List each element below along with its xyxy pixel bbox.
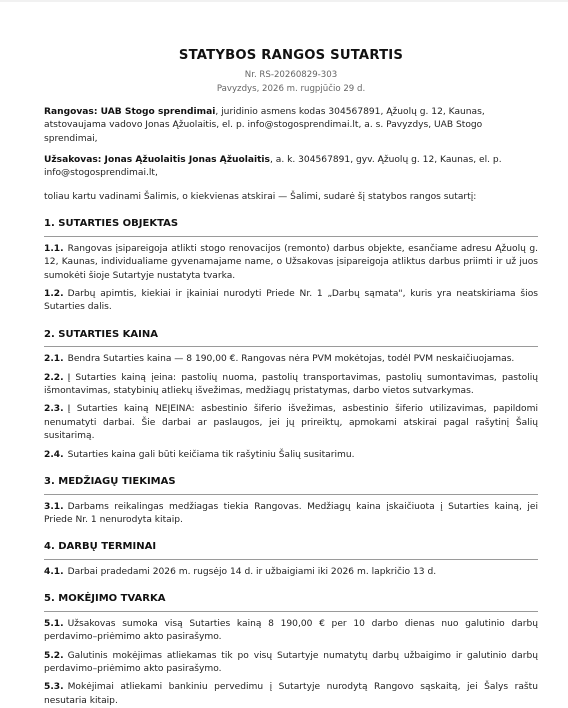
clause: [44, 501, 538, 528]
client-label: Užsakovas: Jonas Ąžuolaitis Jonas Ąžuolaitis: [44, 155, 270, 166]
section-heading: 4. DARBŲ TERMINAI: [44, 540, 538, 560]
clause: [44, 288, 538, 315]
clause: [44, 449, 538, 462]
place-date: Pavyzdys, 2026 m. rugpjūčio 29 d.: [216, 83, 366, 94]
clause-number: 2.3.: [44, 404, 64, 415]
clause-text: Į Sutarties kainą NEĮEINA: asbestinio šiferio išvežimas, asbestinio šiferio utilizavimas, papildomi nenumatyti darbai. Šie darbai ar paslaugos, jei jų prireiktų, apmokami atskirai pagal rašytinį Šalių susitarimą.: [44, 404, 538, 442]
clause: [44, 403, 538, 443]
clause-number: 3.1.: [44, 501, 64, 512]
section-payment: [44, 592, 538, 708]
clause-text: Darbai pradedami 2026 m. rugsėjo 14 d. ir užbaigiami iki 2026 m. lapkričio 13 d.: [67, 566, 437, 577]
section-heading: 2. SUTARTIES KAINA: [44, 328, 538, 348]
clause: [44, 372, 538, 399]
contract-number: Nr. RS-20260829-303: [244, 70, 338, 81]
contractor-paragraph: [44, 106, 538, 146]
clause-number: 2.4.: [44, 449, 64, 460]
clause-text: Sutarties kaina gali būti keičiama tik rašytiniu Šalių susitarimu.: [67, 449, 355, 460]
clause: [44, 353, 538, 366]
section-materials: [44, 475, 538, 527]
clause-text: Mokėjimai atliekami bankiniu pervedimu į Sutartyje nurodytą Rangovo sąskaitą, jei Šalys raštu nesutaria kitaip.: [44, 682, 538, 706]
section-heading: 1. SUTARTIES OBJEKTAS: [44, 217, 538, 237]
section-heading: 5. MOKĖJIMO TVARKA: [44, 592, 538, 612]
page-top-border: [0, 0, 568, 2]
clause-number: 2.1.: [44, 354, 64, 365]
section-price: [44, 328, 538, 462]
document-title: STATYBOS RANGOS SUTARTIS: [178, 48, 404, 63]
clause-text: Bendra Sutarties kaina — 8 190,00 €. Rangovas nėra PVM mokėtojas, todėl PVM neskaičiuojamas.: [67, 354, 515, 365]
section-terms: [44, 540, 538, 579]
clause-number: 1.1.: [44, 243, 64, 254]
clause-number: 2.2.: [44, 372, 64, 383]
intro-paragraph: toliau kartu vadinami Šalimis, o kiekvienas atskirai — Šalimi, sudarė šį statybos rangos sutartį:: [44, 191, 477, 202]
clause-number: 5.2.: [44, 650, 64, 661]
clause-number: 1.2.: [44, 288, 64, 299]
clause: [44, 650, 538, 677]
document-meta: [44, 69, 538, 96]
clause-number: 4.1.: [44, 566, 64, 577]
clause-text: Į Sutarties kainą įeina: pastolių nuoma, pastolių transportavimas, pastolių sumontavimas, pastolių išmontavimas, statybinių atliekų išvežimas, medžiagų pristatymas, darbo vietos sutvarkymas.: [44, 372, 538, 397]
clause-text: Darbų apimtis, kiekiai ir įkainiai nurodyti Priede Nr. 1 „Darbų sąmata", kuris yra neatskiriama šios Sutarties dalis.: [44, 288, 538, 313]
clause: [44, 681, 538, 708]
contractor-label: Rangovas: UAB Stogo sprendimai: [44, 107, 216, 118]
clause: [44, 566, 538, 579]
clause: [44, 243, 538, 283]
clause-text: Užsakovas sumoka visą Sutarties kainą 8 190,00 € per 10 darbo dienas nuo galutinio darbų perdavimo–priėmimo akto pasirašymo.: [44, 619, 538, 643]
clause-number: 5.1.: [44, 619, 64, 630]
section-object: [44, 217, 538, 314]
clause-text: Galutinis mokėjimas atliekamas tik po visų Sutartyje numatytų darbų užbaigimo ir galutinio darbų perdavimo–priėmimo akto pasirašymo.: [44, 650, 538, 675]
clause: [44, 618, 538, 645]
client-paragraph: [44, 154, 538, 181]
clause-text: Darbams reikalingas medžiagas tiekia Rangovas. Medžiagų kaina įskaičiuota į Sutarties kainą, jei Priede Nr. 1 nenurodyta kitaip.: [44, 501, 538, 525]
clause-number: 5.3.: [44, 682, 64, 693]
contractor-details: , juridinio asmens kodas 304567891, Ąžuolų g. 12, Kaunas, atstovaujama vadovo Jonas Ąžuolaitis, el. p. info@stogosprendimai.lt, a. s. Pavyzdys, UAB Stogo sprendimai,: [44, 107, 485, 144]
client-details: , a. k. 304567891, gyv. Ąžuolų g. 12, Kaunas, el. p. info@stogosprendimai.lt,: [44, 155, 502, 179]
section-heading: 3. MEDŽIAGŲ TIEKIMAS: [44, 475, 538, 495]
clause-text: Rangovas įsipareigoja atlikti stogo renovacijos (remonto) darbus objekte, esančiame adresu Ąžuolų g. 12, Kaunas, individualiame gyvenamajame name, o Užsakovas įsipareigoja atliktus darbus priimti ir už juos sumokėti šioje Sutartyje nustatyta tvarka.: [44, 243, 538, 281]
